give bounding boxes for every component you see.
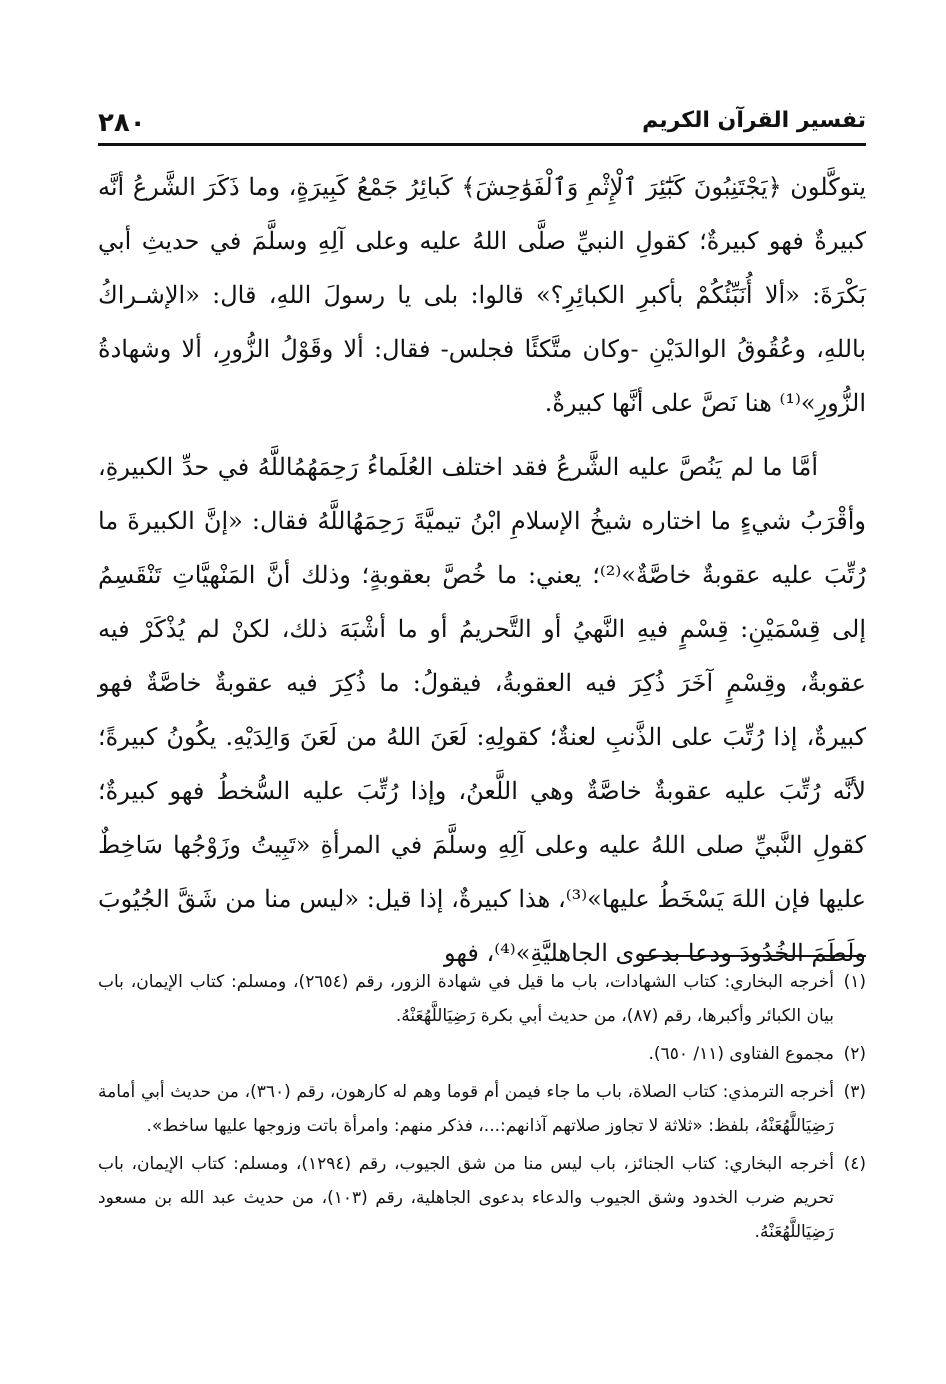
footnote-number: (٢) — [843, 1044, 866, 1064]
footnote-number: (١) — [843, 972, 866, 992]
header-rule — [98, 143, 866, 146]
footnote-text: مجموع الفتاوى (١١/ ٦٥٠). — [648, 1044, 834, 1064]
footnote-text: أخرجه الترمذي: كتاب الصلاة، باب ما جاء فيمن أم قوما وهم له كارهون، رقم (٣٦٠)، من حديث أبي أمامة رَضِيَاللَّهُعَنْهُ، بلفظ: «ثلاثة لا تجاوز صلاتهم آذانهم:...، فذكر منهم: وامرأة باتت وزوجها عليها ساخط». — [98, 1082, 834, 1136]
footnote-text: أخرجه البخاري: كتاب الجنائز، باب ليس منا من شق الجيوب، رقم (١٢٩٤)، ومسلم: كتاب الإيمان، باب تحريم ضرب الخدود وشق الجيوب والدعاء بدعوى الجاهلية، رقم (١٠٣)، من حديث عبد الله بن مسعود رَضِيَاللَّهُعَنْهُ. — [98, 1154, 834, 1242]
footnote — [98, 965, 866, 1033]
footnote-text: أخرجه البخاري: كتاب الشهادات، باب ما قيل في شهادة الزور، رقم (٢٦٥٤)، ومسلم: كتاب الإيمان، باب بيان الكبائر وأكبرها، رقم (٨٧)، من حديث أبي بكرة رَضِيَاللَّهُعَنْهُ. — [98, 972, 834, 1026]
page-header — [98, 102, 866, 142]
paragraph: أمَّا ما لم يَنُصَّ عليه الشَّرعُ فقد اختلف العُلَماءُ رَحِمَهُمُاللَّهُ في حدِّ الكبيرةِ، وأقْرَبُ شيءٍ ما اختاره شيخُ الإسلامِ ابْنُ تيميَّةَ رَحِمَهُاللَّهُ فقال: «إنَّ الكبيرةَ ما رُتِّبَ عليه عقوبةٌ خاصَّةٌ»⁽²⁾؛ يعني: ما خُصَّ بعقوبةٍ؛ وذلك أنَّ المَنْهيَّاتِ تَنْقَسِمُ إلى قِسْمَيْنِ: قِسْمٍ فيهِ النَّهيُ أو التَّحريمُ أو ما أشْبَهَ ذلك، لكنْ لم يُذْكَرْ فيه عقوبةٌ، وقِسْمٍ آخَرَ ذُكِرَ فيه العقوبةُ، فيقولُ: ما ذُكِرَ فيه عقوبةٌ خاصَّةٌ فهو كبيرةٌ، إذا رُتِّبَ على الذَّنبِ لعنةٌ؛ كقولِهِ: لَعَنَ اللهُ من لَعَنَ وَالِدَيْهِ. يكُونُ كبيرةً؛ لأنَّه رُتِّبَ عليه عقوبةٌ خاصَّةٌ وهي اللَّعنُ، وإذا رُتِّبَ عليه السُّخطُ فهو كبيرةٌ؛ كقولِ النَّبيِّ صلى اللهُ عليه وعلى آلِهِ وسلَّمَ في المرأةِ «تَبِيتُ وزَوْجُها سَاخِطٌ عليها فإن اللهَ يَسْخَطُ عليها»⁽³⁾، هذا كبيرةٌ، إذا قيل: «ليس منا من شَقَّ الجُيُوبَ ولَطَمَ الخُدُودَ ودعا بدعوى الجاهليَّةِ»⁽⁴⁾، فهو — [98, 453, 867, 967]
footnote-number: (٤) — [843, 1154, 866, 1174]
running-title: تفسير القرآن الكريم — [642, 108, 866, 133]
footnote — [98, 1037, 866, 1071]
footnote — [98, 1147, 866, 1249]
footnote-number: (٣) — [843, 1082, 866, 1102]
footnotes — [98, 965, 866, 1253]
page-number: ٢٨٠ — [98, 108, 146, 138]
footnote — [98, 1075, 866, 1143]
main-text — [98, 160, 866, 980]
paragraph: يتوكَّلون ﴿يَجْتَنِبُونَ كَبَٰٓئِرَ ٱلْإِثْمِ وَٱلْفَوَٰحِشَ﴾ كَبائِرُ جَمْعُ كَبِيرَةٍ، وما ذَكَرَ الشَّرعُ أنَّه كبيرةٌ فهو كبيرةٌ؛ كقولِ النبيِّ صلَّى اللهُ عليه وعلى آلِهِ وسلَّمَ في حديثِ أبي بَكْرَةَ: «ألا أُنَبِّئُكُمْ بأكبرِ الكبائِرِ؟» قالوا: بلى يا رسولَ اللهِ، قال: «الإشـراكُ باللهِ، وعُقُوقُ الوالدَيْنِ -وكان متَّكئًا فجلس- فقال: ألا وقَوْلُ الزُّورِ، ألا وشهادةُ الزُّورِ»⁽¹⁾ هنا نَصَّ على أنَّها كبيرةٌ. — [98, 173, 866, 417]
footnote-separator — [643, 955, 866, 957]
